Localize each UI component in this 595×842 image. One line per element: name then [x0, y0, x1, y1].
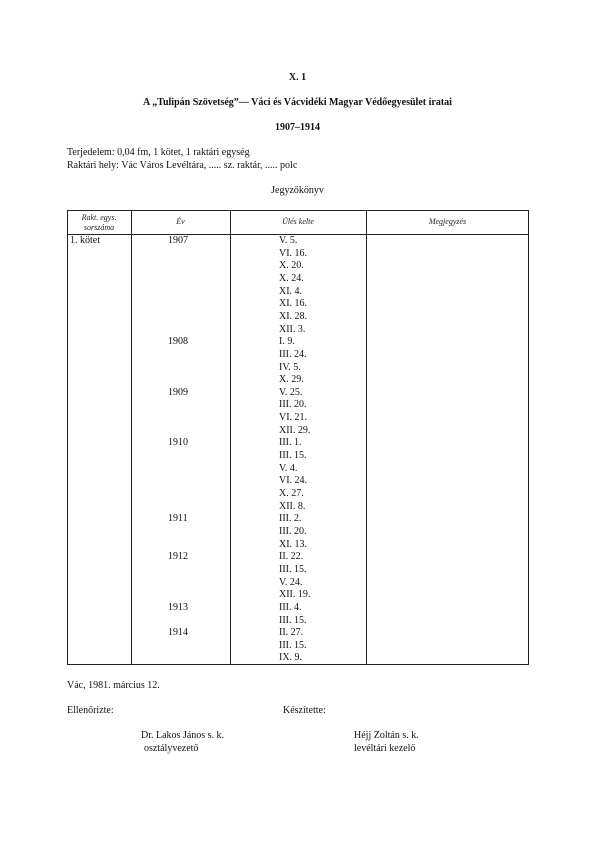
session-date: XII. 29.: [279, 424, 311, 436]
session-date: XII. 8.: [279, 500, 306, 512]
session-date: III. 15.: [279, 563, 307, 575]
session-date: III. 15.: [279, 450, 307, 462]
storage-unit: 1. kötet: [70, 235, 100, 246]
header-year: Év: [176, 217, 185, 226]
location-line: Raktári hely: Vác Város Levéltára, ..... sz. raktár, ..... polc: [67, 160, 298, 171]
session-date: III. 15.: [279, 639, 307, 651]
session-date: V. 24.: [279, 576, 303, 588]
session-date: II. 22.: [279, 551, 304, 563]
session-date: II. 27.: [279, 627, 304, 639]
session-date: X. 20.: [279, 260, 304, 272]
session-date: VI. 24.: [279, 475, 308, 487]
session-date: IV. 5.: [279, 361, 301, 373]
session-date: I. 9.: [279, 336, 295, 348]
extent-line: Terjedelem: 0,04 fm, 1 kötet, 1 raktári egység: [67, 147, 250, 158]
year-cell: 1911: [168, 513, 188, 525]
session-date: III. 24.: [279, 348, 307, 360]
session-date: XII. 19.: [279, 589, 311, 601]
session-date: XI. 16.: [279, 298, 308, 310]
session-date: III. 20.: [279, 525, 307, 537]
session-date: X. 24.: [279, 272, 304, 284]
place-date: Vác, 1981. március 12.: [67, 680, 160, 691]
table-divider: [131, 210, 132, 665]
document-number: X. 1: [288, 72, 307, 83]
checker-name: Dr. Lakos János s. k.: [141, 730, 225, 741]
session-date: XII. 3.: [279, 323, 306, 335]
preparer-name: Héjj Zoltán s. k.: [354, 730, 419, 741]
year-cell: 1912: [168, 551, 188, 563]
table-caption: Jegyzőkönyv: [271, 185, 324, 196]
preparer-title: levéltári kezelő: [354, 743, 416, 754]
session-date: III. 15.: [279, 614, 307, 626]
header-unit-line1: Rakt. egys.: [81, 213, 117, 222]
session-date: VI. 21.: [279, 412, 308, 424]
checker-title: osztályvezető: [144, 743, 199, 754]
year-cell: 1909: [168, 386, 188, 398]
session-date: X. 29.: [279, 374, 304, 386]
session-date: III. 2.: [279, 513, 302, 525]
session-date: XI. 4.: [279, 285, 303, 297]
prepared-label: Készítette:: [283, 705, 326, 716]
session-date: X. 27.: [279, 488, 304, 499]
session-date: V. 5.: [279, 235, 298, 246]
session-date: III. 4.: [279, 601, 302, 613]
session-date: III. 20.: [279, 399, 307, 411]
document-title: A „Tulipán Szövetség”— Váci és Vácvidéki Magyar Védőegyesület iratai: [143, 97, 452, 108]
session-date: XI. 13.: [279, 538, 308, 550]
session-date: V. 25.: [279, 386, 303, 398]
year-cell: 1914: [168, 627, 188, 639]
year-cell: 1907: [168, 235, 188, 246]
session-date: III. 1.: [279, 437, 302, 449]
table-divider: [230, 210, 231, 665]
header-unit-line2: sorszáma: [83, 223, 115, 232]
year-cell: 1910: [168, 437, 188, 449]
header-session-date: Ülés kelte: [282, 217, 314, 226]
table-header-divider: [67, 234, 529, 235]
document-years: 1907–1914: [275, 122, 320, 133]
year-cell: 1908: [168, 336, 188, 348]
header-remarks: Megjegyzés: [428, 217, 467, 226]
session-date: XI. 28.: [279, 310, 308, 322]
table-divider: [366, 210, 367, 665]
session-date: V. 4.: [279, 462, 298, 474]
year-cell: 1913: [168, 601, 188, 613]
session-date: IX. 9.: [279, 652, 303, 664]
session-date: VI. 16.: [279, 247, 308, 259]
checked-label: Ellenőrizte:: [67, 705, 114, 716]
